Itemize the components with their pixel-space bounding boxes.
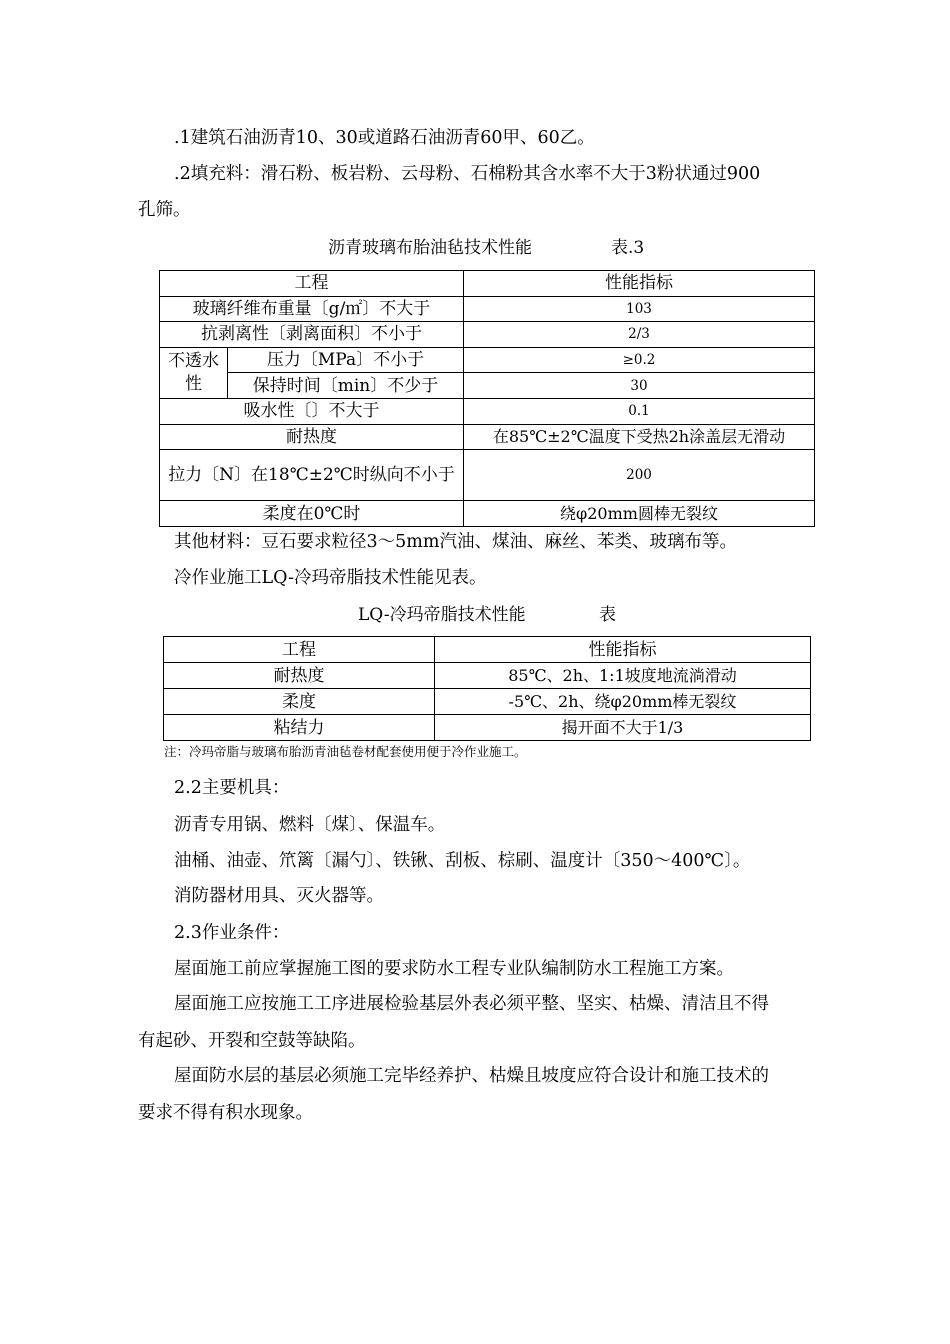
paragraph-bitumen: .1建筑石油沥青10、30或道路石油沥青60甲、60乙。 [174,128,595,148]
row-value: 绕φ20mm圆棒无裂纹 [464,501,815,527]
table-row [160,501,815,527]
table-row [164,663,811,689]
row-item: 柔度在0℃时 [160,501,464,527]
row-item: 拉力〔N〕在18℃±2℃时纵向不小于 [160,450,464,501]
table-row [160,373,815,399]
row-item: 耐热度 [160,424,464,450]
row-value: ≥0.2 [464,347,815,373]
section-2-3-line-cont: 有起砂、开裂和空鼓等缺陷。 [138,1031,366,1051]
table-lq-note: 注：冷玛帝脂与玻璃布胎沥青油毡卷材配套使用便于冷作业施工。 [164,744,527,759]
table-header-row [160,271,815,297]
table-lq-caption-number: 表 [599,605,616,625]
section-2-3-line-cont: 要求不得有积水现象。 [138,1103,313,1123]
header-item: 工程 [164,637,435,663]
section-2-3-line: 屋面施工前应掌握施工图的要求防水工程专业队编制防水工程施工方案。 [174,959,734,979]
row-value: 85℃、2h、1:1坡度地流淌滑动 [435,663,811,689]
group-label-impermeability: 不透水性 [160,347,228,398]
row-value: 2/3 [464,322,815,348]
section-2-3-line: 屋面防水层的基层必须施工完毕经养护、枯燥且坡度应符合设计和施工技术的 [174,1066,769,1086]
header-value: 性能指标 [435,637,811,663]
paragraph-filler: .2填充料：滑石粉、板岩粉、云母粉、石棉粉其含水率不大于3粉状通过900 [174,164,761,184]
table-row [160,424,815,450]
section-2-3-title: 2.3作业条件： [174,923,290,943]
header-item: 工程 [160,271,464,297]
table-row [164,715,811,741]
section-2-2-line: 消防器材用具、灭火器等。 [174,886,384,906]
paragraph-other-materials: 其他材料：豆石要求粒径3～5mm汽油、煤油、麻丝、苯类、玻璃布等。 [174,532,737,552]
section-2-2-line: 沥青专用锅、燃料〔煤〕、保温车。 [174,815,446,835]
row-item: 抗剥离性〔剥离面积〕不小于 [160,322,464,348]
table3-caption: 沥青玻璃布胎油毡技术性能 [328,238,532,258]
section-2-2-title: 2.2主要机具： [174,778,290,798]
row-value: 30 [464,373,815,399]
row-item: 保持时间〔min〕不少于 [228,373,464,399]
table-row [160,347,815,373]
table-header-row [164,637,811,663]
row-item: 粘结力 [164,715,435,741]
table-row [160,450,815,501]
row-item: 玻璃纤维布重量〔g/㎡〕不大于 [160,296,464,322]
row-value: 103 [464,296,815,322]
table-row [160,296,815,322]
row-value: 0.1 [464,398,815,424]
table-row [164,689,811,715]
row-item: 耐热度 [164,663,435,689]
table-lq-caption: LQ-冷玛帝脂技术性能 [358,605,526,625]
row-item: 压力〔MPa〕不小于 [228,347,464,373]
table3-caption-number: 表.3 [611,238,645,258]
row-value: 200 [464,450,815,501]
row-value: 在85℃±2℃温度下受热2h涂盖层无滑动 [464,424,815,450]
table3 [159,270,815,527]
paragraph-filler-cont: 孔筛。 [138,200,191,220]
table-lq [163,636,811,741]
row-item: 吸水性〔〕不大于 [160,398,464,424]
table-row [160,322,815,348]
section-2-2-line: 油桶、油壶、笊篱〔漏勺〕、铁锹、刮板、棕刷、温度计〔350～400℃〕。 [174,851,751,871]
paragraph-cold-work: 冷作业施工LQ-冷玛帝脂技术性能见表。 [174,568,487,588]
table-row [160,398,815,424]
header-value: 性能指标 [464,271,815,297]
section-2-3-line: 屋面施工应按施工工序进展检验基层外表必须平整、坚实、枯燥、清洁且不得 [174,994,769,1014]
row-value: 揭开面不大于1/3 [435,715,811,741]
row-value: -5℃、2h、绕φ20mm棒无裂纹 [435,689,811,715]
row-item: 柔度 [164,689,435,715]
